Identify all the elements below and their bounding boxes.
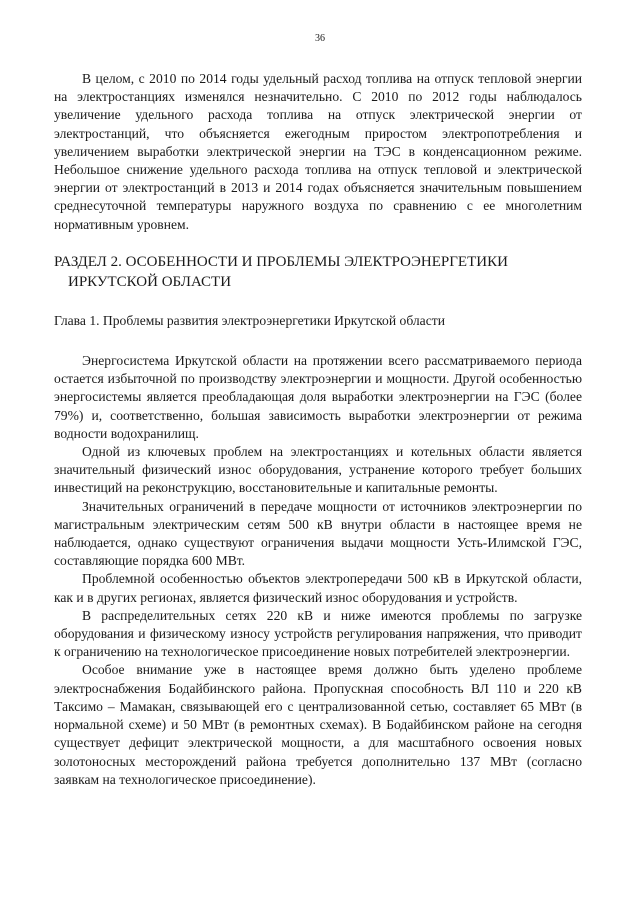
body-paragraph: В распределительных сетях 220 кВ и ниже имеются проблемы по загрузке оборудования и физическому износу устройств регулирования напряжения, что приводит к ограничению на технологическое присоединение новых потребителей электроэнергии. [54,607,582,660]
chapter-title: Глава 1. Проблемы развития электроэнергетики Иркутской области [54,312,445,328]
section-title-line1: РАЗДЕЛ 2. ОСОБЕННОСТИ И ПРОБЛЕМЫ ЭЛЕКТРОЭНЕРГЕТИКИ [54,253,508,270]
body-paragraph: Энергосистема Иркутской области на протяжении всего рассматриваемого периода остается избыточной по производству электроэнергии и мощности. Другой особенностью энергосистемы является преобладающая доля выработки электроэнергии на ГЭС (более 79%) и, соответственно, большая зависимость выработки электроэнергии от режима водности водохранилищ. [54,353,582,441]
body-paragraph: Особое внимание уже в настоящее время должно быть уделено проблеме электроснабжения Бодайбинского района. Пропускная способность ВЛ 110 и 220 кВ Таксимо – Мамакан, связывающей его с централизованной сетью, составляет 65 МВт (в нормальной схеме) и 50 МВт (в ремонтных схемах). В Бодайбинском районе на сегодня существует дефицит электрической мощности, а для масштабного освоения новых золотоносных месторождений района требуется дополнительно 137 МВт (согласно заявкам на технологическое присоединение). [54,662,582,787]
body-paragraph: Проблемной особенностью объектов электропередачи 500 кВ в Иркутской области, как и в других регионах, является физический износ оборудования и устройств. [54,571,582,605]
section-title [54,252,582,292]
intro-paragraph: В целом, с 2010 по 2014 годы удельный расход топлива на отпуск тепловой энергии на электростанциях изменялся незначительно. С 2010 по 2012 годы наблюдалось увеличение удельного расхода топлива на отпуск электрической энергии от электростанций, что объясняется ежегодным приростом электропотребления и увеличением выработки электрической энергии на ТЭС в конденсационном режиме. Небольшое снижение удельного расхода топлива на отпуск тепловой и электрической энергии от электростанций в 2013 и 2014 годах объясняется значительным повышением среднесуточной температуры наружного воздуха по сравнению с ее многолетним нормативным уровнем. [54,71,582,232]
page-content [54,70,582,789]
section-title-line2: ИРКУТСКОЙ ОБЛАСТИ [68,273,232,290]
body-paragraph: Значительных ограничений в передаче мощности от источников электроэнергии по магистральным электрическим сетям 500 кВ внутри области в настоящее время не наблюдается, однако существуют ограничения выдачи мощности Усть-Илимской ГЭС, составляющие порядка 600 МВт. [54,498,582,569]
body-paragraph: Одной из ключевых проблем на электростанциях и котельных области является значительный физический износ оборудования, устранение которого требует больших инвестиций на реконструкцию, восстановительные и капитальные ремонты. [54,444,582,496]
page-number: 36 [315,33,325,44]
